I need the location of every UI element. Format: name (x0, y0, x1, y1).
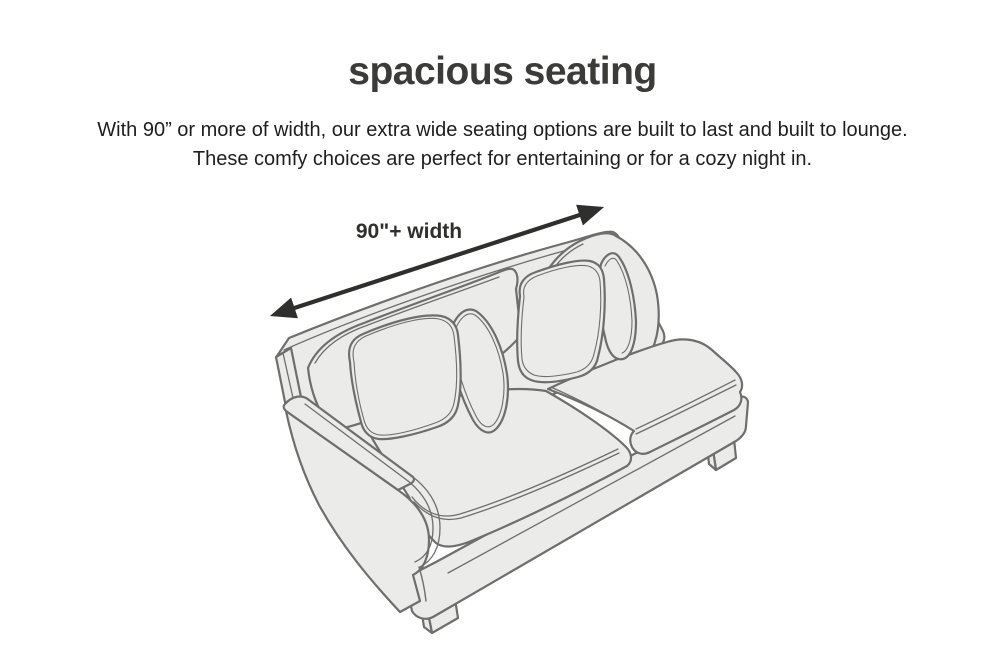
pillow-3-square (517, 261, 605, 383)
width-dimension-label: 90"+ width (355, 220, 463, 243)
page-title: spacious seating (348, 50, 657, 93)
description-line-1: With 90” or more of width, our extra wide seating options are built to last and built to lounge. (97, 119, 908, 141)
description-line-2: These comfy choices are perfect for entertaining or for a cozy night in. (192, 148, 813, 170)
pillow-1-square (349, 315, 461, 439)
